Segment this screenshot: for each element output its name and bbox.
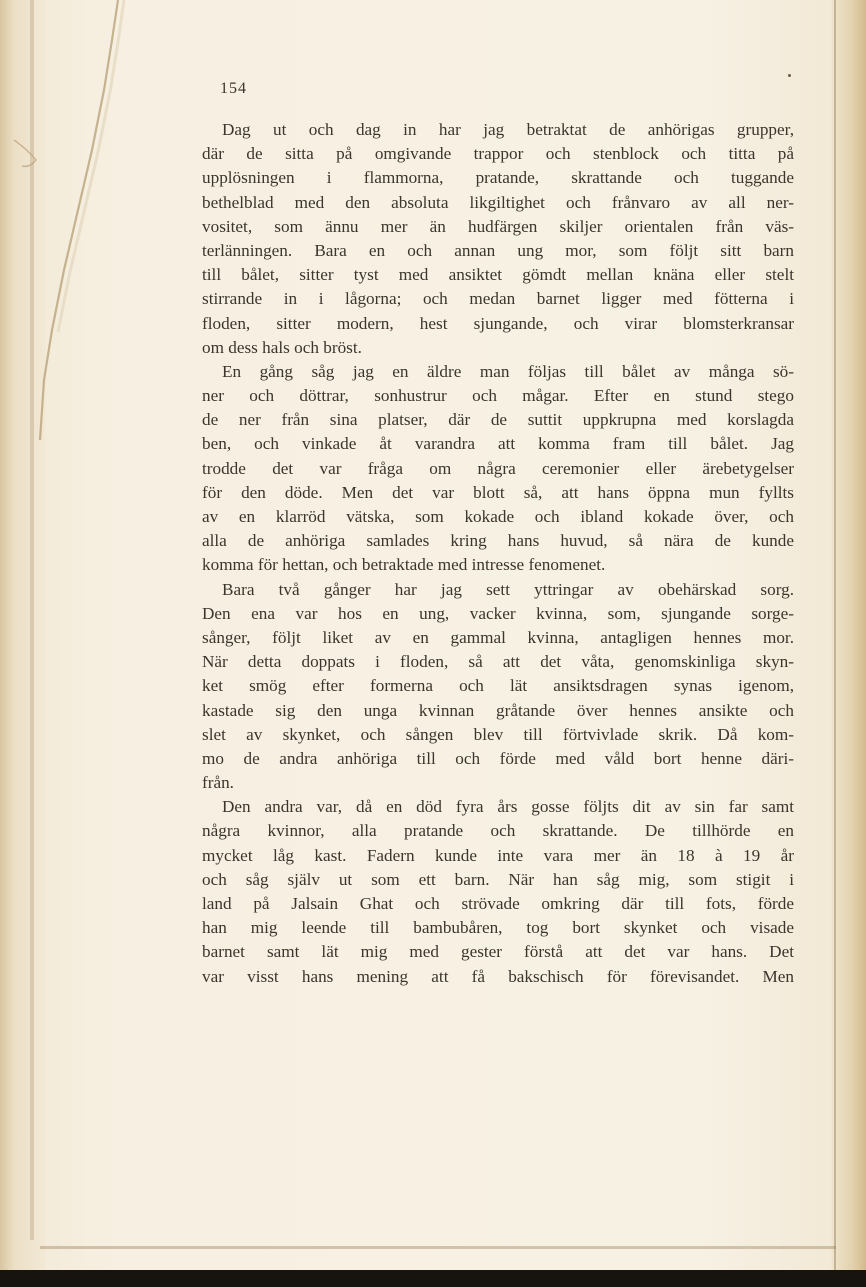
paragraph [202,118,794,360]
text-line: floden, sitter modern, hest sjungande, och virar blomsterkransar [202,313,794,333]
text-line: slet av skynket, och sången blev till förtvivlade skrik. Då kom- [202,724,794,744]
text-line: av en klarröd vätska, som kokade och ibland kokade över, och [202,507,794,526]
text-line: för den döde. Men det var blott så, att hans öppna mun fyllts [202,482,794,502]
text-line: ben, och vinkade åt varandra att komma fram till bålet. Jag [202,434,794,454]
text-line: Den andra var, då en död fyra års gosse följts dit av sin far samt [222,797,794,817]
text-line: bethelblad med den absoluta likgiltighet och frånvaro av all ner- [202,192,794,212]
text-line: sånger, följt liket av en gammal kvinna, antagligen hennes mor. [202,627,794,647]
text-line: om dess hals och bröst. [202,337,362,357]
text-line: de ner från sina platser, där de suttit uppkrupna med korslagda [202,410,794,430]
text-line: där de sitta på omgivande trappor och stenblock och titta på [202,144,794,164]
paragraph [202,795,794,989]
paragraph [202,360,794,578]
paper-tear-mark [0,0,140,440]
text-line: land på Jalsain Ghat och strövade omkring där till fots, förde [202,894,794,913]
text-line: terlänningen. Bara en och annan ung mor, som följt sitt barn [202,240,794,260]
text-line: och såg själv ut som ett barn. När han såg mig, som stigit i [202,869,794,889]
text-line: till bålet, sitter tyst med ansiktet gömdt mellan knäna eller stelt [202,265,794,285]
text-line: Bara två gånger har jag sett yttringar av obehärskad sorg. [222,579,794,599]
text-line: komma för hettan, och betraktade med intresse fenomenet. [202,555,606,575]
bottom-page-edge [40,1246,836,1249]
text-line: När detta doppats i floden, så att det våta, genomskinliga skyn- [202,652,794,672]
text-line: vositet, som ännu mer än hudfärgen skiljer orientalen från väs- [202,216,794,236]
text-line: upplösningen i flammorna, pratande, skrattande och tuggande [202,168,794,188]
text-line: Den ena var hos en ung, vacker kvinna, som, sjungande sorge- [202,603,794,623]
right-page-margin [832,0,866,1287]
text-line: ket smög efter formerna och lät ansiktsdragen synas igenom, [202,676,794,696]
text-line: mycket låg kast. Fadern kunde inte vara mer än 18 à 19 år [202,845,794,865]
text-line: han mig leende till bambubåren, tog bort skynket och visade [202,918,794,938]
text-line: kastade sig den unga kvinnan gråtande över hennes ansikte och [202,700,794,720]
text-line: En gång såg jag en äldre man följas till bålet av många sö- [222,361,794,381]
text-line: var visst hans mening att få bakschisch för förevisandet. Men [202,966,794,986]
text-line: ner och döttrar, sonhustrur och mågar. Efter en stund stego [202,386,794,406]
text-line: stirrande in i lågorna; och medan barnet ligger med fötterna i [202,289,794,309]
page-number: 154 [220,80,247,97]
body-text [202,118,794,989]
text-line: mo de andra anhöriga till och förde med våld bort henne däri- [202,748,794,768]
speck [788,74,791,77]
right-page-fold [834,0,836,1287]
text-line: från. [202,773,234,793]
text-line: alla de anhöriga samlades kring hans huvud, så nära de kunde [202,531,794,551]
text-line: några kvinnor, alla pratande och skrattande. De tillhörde en [202,821,794,841]
text-line: trodde det var fråga om några ceremonier eller ärebetygelser [202,458,794,478]
text-line: barnet samt lät mig med gester förstå att det var hans. Det [202,942,794,962]
paragraph [202,578,794,796]
scan-background-strip [0,1270,866,1287]
text-line: Dag ut och dag in har jag betraktat de anhörigas grupper, [222,120,794,139]
